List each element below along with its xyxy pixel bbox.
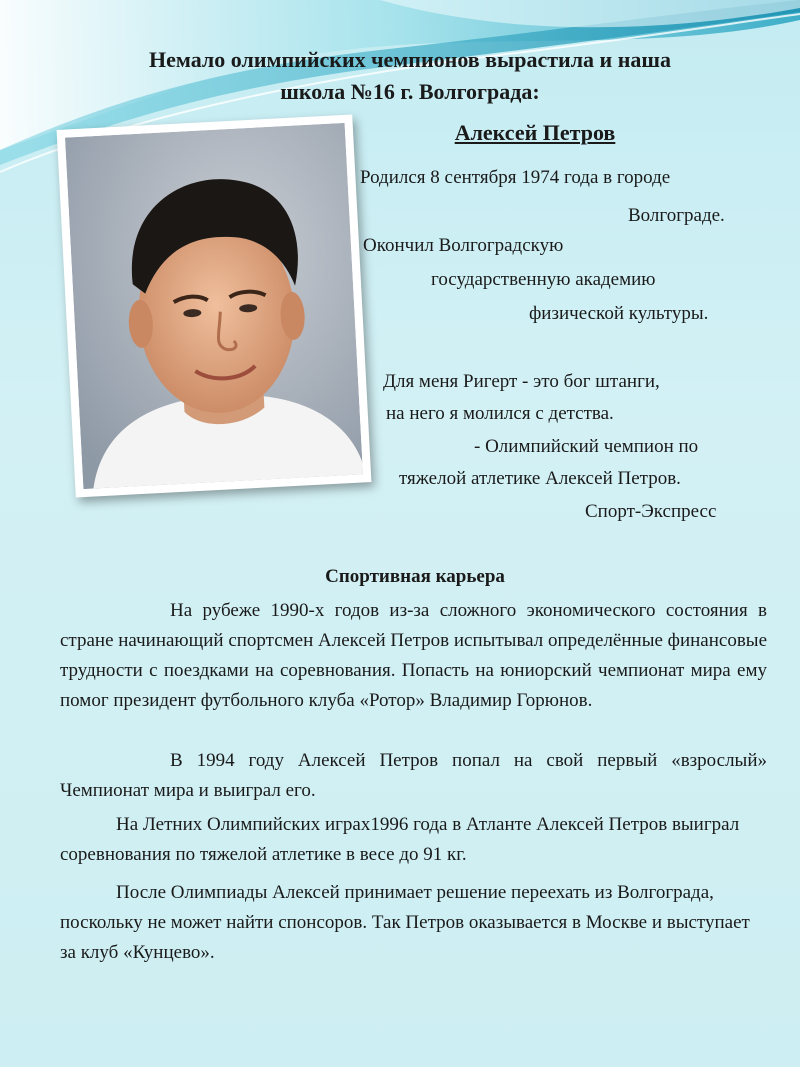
bio-line-5: физической культуры. (529, 303, 709, 324)
quote-line-2: на него я молился с детства. (386, 403, 614, 424)
page-title (40, 44, 780, 108)
portrait-photo-frame (57, 115, 372, 498)
career-section-title: Спортивная карьера (325, 566, 505, 587)
career-paragraph-1-text: На рубеже 1990-х годов из-за сложного экономического состояния в стране начинающий спортсмен Алексей Петров испытывал определённые финансовые трудности с поездками на соревнования. Попасть на юниорский чемпионат мира ему помог президент футбольного клуба «Ротор» Владимир Горюнов. (60, 600, 767, 711)
quote-source: Спорт-Экспресс (585, 501, 717, 522)
career-paragraph-3 (60, 810, 767, 870)
quote-line-1: Для меня Ригерт - это бог штанги, (383, 371, 660, 392)
bio-line-2: Волгограде. (628, 205, 725, 226)
bio-line-1: Родился 8 сентября 1974 года в городе (360, 167, 671, 188)
career-paragraph-2-text: В 1994 году Алексей Петров попал на свой первый «взрослый» Чемпионат мира и выиграл его. (60, 750, 767, 801)
portrait-photo (65, 123, 363, 489)
bio-line-3: Окончил Волгоградскую (363, 235, 564, 256)
career-paragraph-1 (60, 596, 767, 716)
career-paragraph-3-text: На Летних Олимпийских играх1996 года в Атланте Алексей Петров выиграл соревнования по тяжелой атлетике в весе до 91 кг. (60, 814, 740, 865)
career-paragraph-4 (60, 878, 767, 968)
bio-line-4: государственную академию (431, 269, 656, 290)
career-paragraph-4-text: После Олимпиады Алексей принимает решение переехать из Волгограда, поскольку не может найти спонсоров. Так Петров оказывается в Москве и выступает за клуб «Кунцево». (60, 882, 750, 963)
career-paragraph-2 (60, 746, 767, 806)
quote-line-4: тяжелой атлетике Алексей Петров. (399, 468, 681, 489)
page-title-line-1: Немало олимпийских чемпионов вырастила и наша (149, 47, 671, 72)
quote-line-3: - Олимпийский чемпион по (474, 436, 699, 457)
page-title-line-2: школа №16 г. Волгограда: (280, 79, 540, 104)
person-name: Алексей Петров (454, 120, 616, 145)
